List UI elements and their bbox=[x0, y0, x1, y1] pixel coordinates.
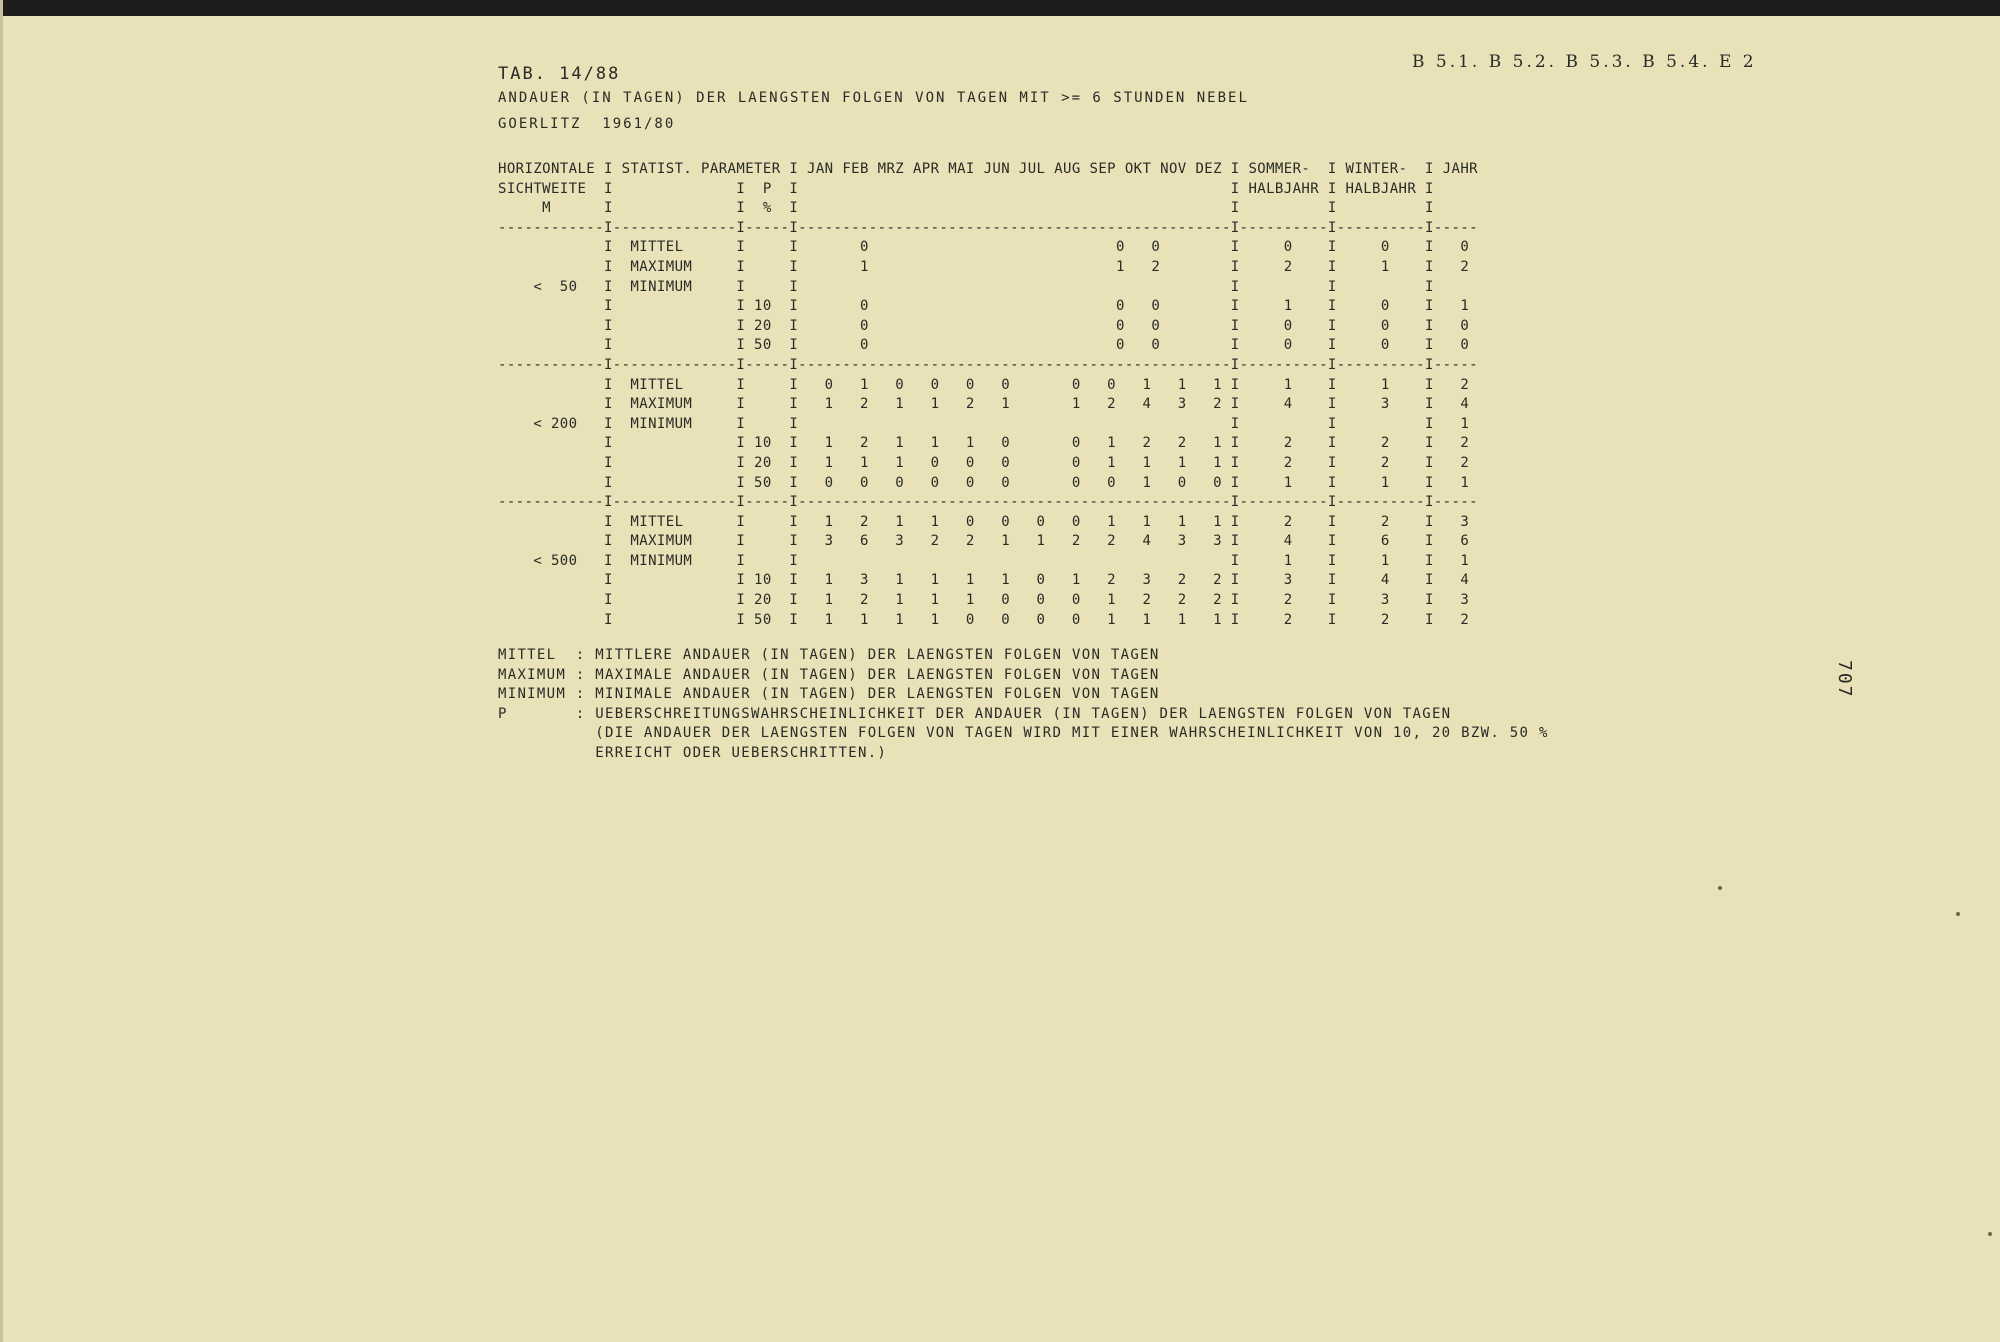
table-number: TAB. 14/88 bbox=[498, 64, 621, 84]
table-row: I I 20 I 1 2 1 1 1 0 0 0 1 2 2 2 I 2 I 3 I 3 bbox=[498, 592, 1470, 609]
legend-line: MINIMUM : MINIMALE ANDAUER (IN TAGEN) DER LAENGSTEN FOLGEN VON TAGEN bbox=[498, 686, 1160, 703]
table-row: I I 20 I 1 1 1 0 0 0 0 1 1 1 1 I 2 I 2 I 2 bbox=[498, 454, 1470, 471]
table-row: I I 10 I 1 3 1 1 1 1 0 1 2 3 2 2 I 3 I 4 I 4 bbox=[498, 572, 1470, 589]
fog-duration-table bbox=[498, 160, 1478, 630]
table-row: I MAXIMUM I I 1 2 1 1 2 1 1 2 4 3 2 I 4 I 3 I 4 bbox=[498, 396, 1470, 413]
table-row: I I 50 I 1 1 1 1 0 0 0 0 1 1 1 1 I 2 I 2 I 2 bbox=[498, 611, 1470, 628]
legend-line: MAXIMUM : MAXIMALE ANDAUER (IN TAGEN) DER LAENGSTEN FOLGEN VON TAGEN bbox=[498, 666, 1160, 683]
table-row: I I 10 I 0 0 0 I 1 I 0 I 1 bbox=[498, 298, 1470, 315]
table-row: I I 10 I 1 2 1 1 1 0 0 1 2 2 1 I 2 I 2 I 2 bbox=[498, 435, 1470, 452]
legend-line: ERREICHT ODER UEBERSCHRITTEN.) bbox=[498, 744, 888, 761]
table-row: I MAXIMUM I I 3 6 3 2 2 1 1 2 2 4 3 3 I 4 I 6 I 6 bbox=[498, 533, 1470, 550]
table-row: I MITTEL I I 0 0 0 I 0 I 0 I 0 bbox=[498, 239, 1470, 256]
table-title: ANDAUER (IN TAGEN) DER LAENGSTEN FOLGEN VON TAGEN MIT >= 6 STUNDEN NEBEL bbox=[498, 90, 1249, 106]
table-row: ------------I--------------I-----I-------------------------------------------------I----------I----------I----- bbox=[498, 494, 1478, 511]
table-row: I I 20 I 0 0 0 I 0 I 0 I 0 bbox=[498, 317, 1470, 334]
table-row: M I I % I I I I bbox=[498, 200, 1434, 217]
table-row: SICHTWEITE I I P I I HALBJAHR I HALBJAHR I bbox=[498, 180, 1434, 197]
legend bbox=[498, 646, 1549, 764]
paper-speck bbox=[1988, 1232, 1992, 1236]
table-row: I MITTEL I I 0 1 0 0 0 0 0 0 1 1 1 I 1 I 1 I 2 bbox=[498, 376, 1470, 393]
scan-left-edge bbox=[0, 0, 3, 1342]
table-row: I MAXIMUM I I 1 1 2 I 2 I 1 I 2 bbox=[498, 258, 1470, 275]
scan-top-border bbox=[0, 0, 2000, 16]
table-row: ------------I--------------I-----I-------------------------------------------------I----------I----------I----- bbox=[498, 356, 1478, 373]
table-row: < 200 I MINIMUM I I I I I 1 bbox=[498, 415, 1470, 432]
table-row: ------------I--------------I-----I-------------------------------------------------I----------I----------I----- bbox=[498, 219, 1478, 236]
legend-line: MITTEL : MITTLERE ANDAUER (IN TAGEN) DER LAENGSTEN FOLGEN VON TAGEN bbox=[498, 647, 1160, 663]
paper-speck bbox=[1956, 912, 1960, 916]
legend-line: P : UEBERSCHREITUNGSWAHRSCHEINLICHKEIT DER ANDAUER (IN TAGEN) DER LAENGSTEN FOLGEN VON TAGEN bbox=[498, 705, 1452, 722]
table-row: HORIZONTALE I STATIST. PARAMETER I JAN FEB MRZ APR MAI JUN JUL AUG SEP OKT NOV DEZ I SOMMER- I WINTER- I JAHR bbox=[498, 161, 1478, 177]
legend-line: (DIE ANDAUER DER LAENGSTEN FOLGEN VON TAGEN WIRD MIT EINER WAHRSCHEINLICHKEIT VON 10, 20 BZW. 50 % bbox=[498, 725, 1549, 742]
table-row: < 500 I MINIMUM I I I 1 I 1 I 1 bbox=[498, 552, 1470, 569]
station-period: GOERLITZ 1961/80 bbox=[498, 116, 676, 132]
paper-speck bbox=[1718, 886, 1722, 890]
table-row: < 50 I MINIMUM I I I I I bbox=[498, 278, 1434, 295]
table-row: I I 50 I 0 0 0 I 0 I 0 I 0 bbox=[498, 337, 1470, 354]
page-number: 707 bbox=[1834, 660, 1855, 699]
table-row: I MITTEL I I 1 2 1 1 0 0 0 0 1 1 1 1 I 2 I 2 I 3 bbox=[498, 513, 1470, 530]
table-row: I I 50 I 0 0 0 0 0 0 0 0 1 0 0 I 1 I 1 I 1 bbox=[498, 474, 1470, 491]
reference-codes: B 5.1. B 5.2. B 5.3. B 5.4. E 2 bbox=[1412, 52, 1757, 72]
